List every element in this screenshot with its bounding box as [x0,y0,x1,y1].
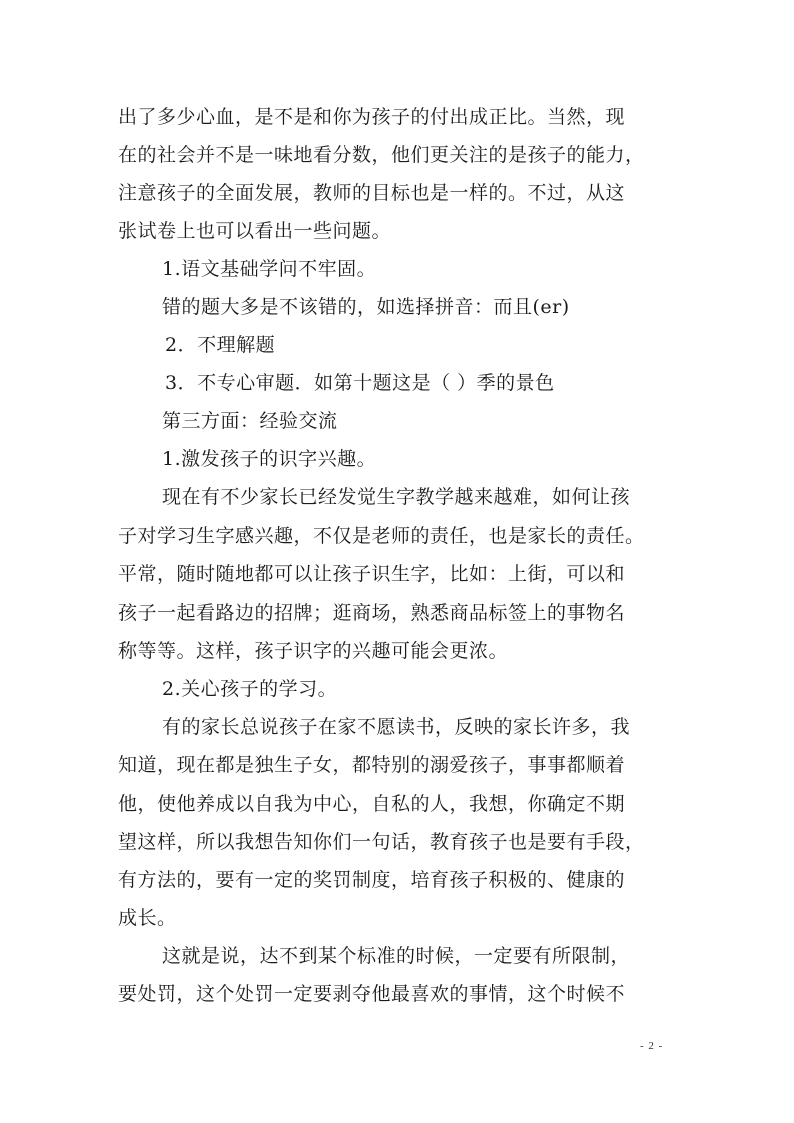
text-line: 这就是说，达不到某个标准的时候，一定要有所限制， [162,945,631,967]
text-line: 现在有不少家长已经发觉生字教学越来越难，如何让孩 [162,486,631,508]
list-item-heading: 3．不专心审题．如第十题这是（ ）季的景色 [165,372,555,394]
page-number: - 2 - [640,1040,664,1052]
text-line: 他，使他养成以自我为中心，自私的人，我想，你确定不期 [118,793,626,815]
list-item-heading: 2．不理解题 [165,334,276,356]
text-line: 知道，现在都是独生子女，都特别的溺爱孩子，事事都顺着 [118,754,626,776]
text-line: 望这样，所以我想告知你们一句话，教育孩子也是要有手段， [118,831,645,853]
text-line: 平常，随时随地都可以让孩子识生字，比如：上街，可以和 [118,563,626,585]
text-line: 有的家长总说孩子在家不愿读书，反映的家长许多，我 [162,716,631,738]
section-heading: 第三方面：经验交流 [162,410,338,432]
text-line: 子对学习生字感兴趣，不仅是老师的责任，也是家长的责任。 [118,525,645,547]
text-line: 称等等。这样，孩子识字的兴趣可能会更浓。 [118,640,509,662]
text-line: 注意孩子的全面发展，教师的目标也是一样的。不过，从这 [118,182,626,204]
list-item-heading: 2.关心孩子的学习。 [162,678,338,700]
list-item-heading: 1.激发孩子的识字兴趣。 [162,448,377,470]
text-line: 有方法的，要有一定的奖罚制度，培育孩子积极的、健康的 [118,869,626,891]
text-line: 张试卷上也可以看出一些问题。 [118,220,392,242]
text-line: 在的社会并不是一味地看分数，他们更关注的是孩子的能力， [118,144,645,166]
text-line: 错的题大多是不该错的，如选择拼音：而且(er) [162,296,570,318]
text-line: 要处罚，这个处罚一定要剥夺他最喜欢的事情，这个时候不 [118,983,626,1005]
text-line: 出了多少心血，是不是和你为孩子的付出成正比。当然，现 [118,106,626,128]
text-line: 成长。 [118,907,177,929]
text-line: 孩子一起看路边的招牌；逛商场，熟悉商品标签上的事物名 [118,602,626,624]
list-item-heading: 1.语文基础学问不牢固。 [162,258,377,280]
